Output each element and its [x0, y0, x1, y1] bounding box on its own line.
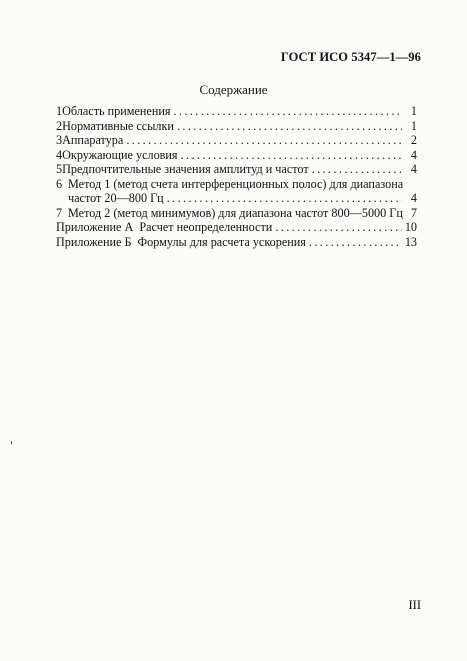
toc-entry-number: 7	[56, 205, 63, 220]
toc-title: Содержание	[199, 82, 268, 97]
toc-entry-number: 4	[56, 147, 63, 162]
toc-entry-page: 4	[410, 147, 417, 162]
toc-entry-number: 5	[56, 162, 63, 176]
toc-entry-5[interactable]	[56, 162, 417, 177]
toc-entry-title: Окружающие условия	[62, 147, 178, 162]
table-of-contents	[56, 104, 417, 249]
page-number: III	[408, 598, 421, 612]
toc-entry-title: Аппаратура	[62, 133, 124, 147]
toc-entry-title: Область применения	[62, 104, 171, 118]
toc-entry-2[interactable]	[56, 119, 417, 134]
toc-entry-page: 1	[410, 104, 417, 118]
toc-entry-3[interactable]	[56, 133, 417, 148]
dot-leader	[177, 119, 402, 134]
toc-entry-title: Метод 1 (метод счета интерференционных полос) для диапазона	[68, 176, 404, 191]
toc-entry-page: 1	[410, 118, 417, 133]
toc-entry-page: 4	[410, 162, 417, 176]
toc-entry-title: Приложение Б Формулы для расчета ускорения	[56, 234, 306, 249]
standard-designation: ГОСТ ИСО 5347—1—96	[280, 50, 421, 64]
toc-entry-7[interactable]	[56, 206, 417, 221]
toc-entry-6[interactable]	[56, 177, 417, 206]
dot-leader	[126, 133, 402, 148]
toc-entry-4[interactable]	[56, 148, 417, 163]
toc-entry-page: 2	[410, 133, 417, 147]
dot-leader	[312, 162, 402, 177]
toc-entry-page: 4	[410, 191, 417, 205]
dot-leader	[181, 148, 402, 163]
toc-entry-title: Нормативные ссылки	[62, 118, 174, 133]
toc-entry-number: 3	[56, 133, 63, 147]
toc-entry-page: 13	[404, 234, 417, 249]
toc-entry-number: 2	[56, 118, 63, 133]
toc-entry-title: Приложение А Расчет неопределенности	[56, 220, 273, 234]
toc-entry-number: 6	[56, 176, 63, 191]
dot-leader	[167, 191, 402, 206]
dot-leader	[275, 220, 402, 235]
toc-entry-1[interactable]	[56, 104, 417, 119]
dot-leader	[309, 235, 402, 250]
dot-leader	[173, 104, 402, 119]
toc-entry-number: 1	[56, 104, 63, 118]
toc-entry-title: Предпочтительные значения амплитуд и частот	[62, 162, 309, 176]
toc-entry-page: 10	[404, 220, 417, 234]
toc-entry-title-continued: частот 20—800 Гц	[68, 191, 164, 205]
toc-entry-page: 7	[410, 205, 417, 220]
scan-speck	[11, 441, 12, 444]
toc-entry-title: Метод 2 (метод минимумов) для диапазона частот 800—5000 Гц	[68, 205, 403, 220]
toc-entry-appendix-a[interactable]	[56, 220, 417, 235]
toc-entry-appendix-b[interactable]	[56, 235, 417, 250]
